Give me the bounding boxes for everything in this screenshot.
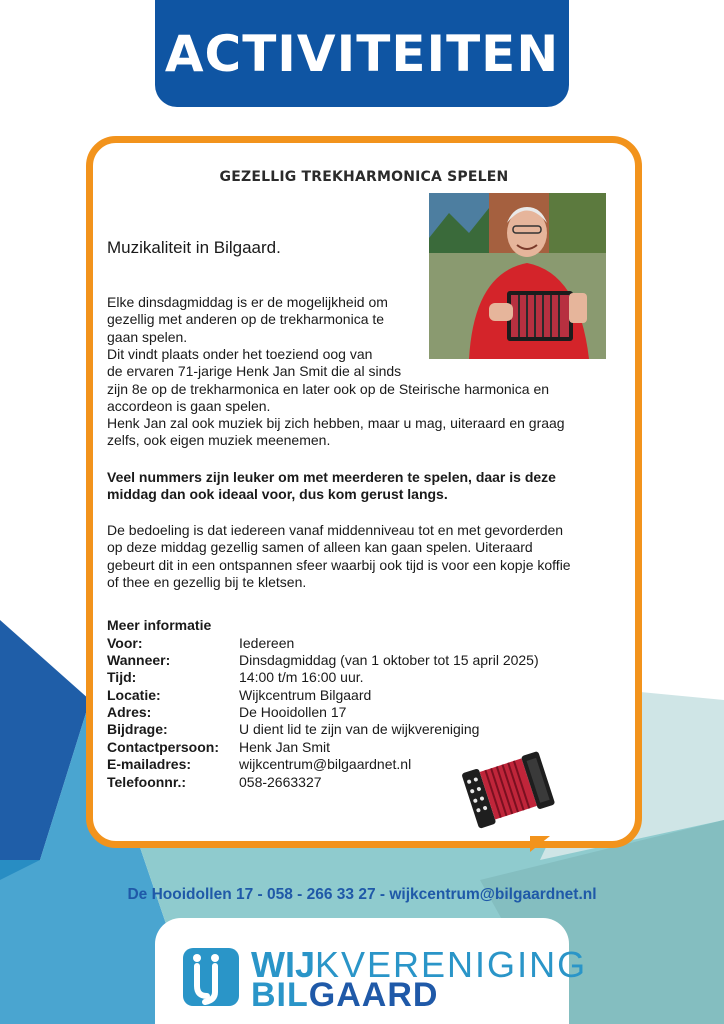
info-label: Wanneer: [107, 651, 171, 668]
info-label: Locatie: [107, 686, 161, 703]
info-row-wanneer [107, 652, 539, 669]
intro-line: gezellig met anderen op de trekharmonica te [107, 311, 385, 328]
logo-text-bil: BIL [251, 976, 309, 1014]
info-value: Iedereen [239, 634, 295, 651]
intro-line: Dit vindt plaats onder het toeziend oog van [107, 345, 373, 362]
info-label: Telefoonnr.: [107, 773, 187, 790]
info-label: Adres: [107, 704, 152, 721]
info-row-locatie [107, 687, 539, 704]
activity-heading: GEZELLIG TREKHARMONICA SPELEN [219, 169, 509, 185]
info-row-bijdrage [107, 721, 539, 738]
info-value: U dient lid te zijn van de wijkvereniging [239, 721, 480, 738]
info-label: Voor: [107, 634, 143, 651]
intro-paragraph-end: Henk Jan zal ook muziek bij zich hebben, maar u mag, uiteraard en graag zelfs, ook eigen muziek meenemen. [107, 415, 565, 449]
description-paragraph: De bedoeling is dat iedereen vanaf middenniveau tot en met gevorderden op deze middag gezellig samen of alleen kan gaan spelen. Uiteraard gebeurt dit in een ontspannen sfeer waarbij ook tijd is voor een kopje koffie of thee en gezellig bij te kletsen. [107, 522, 571, 590]
logo-text-line2 [251, 976, 438, 1015]
page-title: ACTIVITEITEN [164, 24, 560, 83]
intro-line: gaan spelen. [107, 328, 188, 345]
info-row-tijd [107, 669, 539, 686]
intro-paragraph-lines [107, 294, 429, 380]
info-value: Wijkcentrum Bilgaard [239, 686, 372, 703]
highlight-paragraph: Veel nummers zijn leuker om met meerderen te spelen, daar is deze middag dan ook ideaal voor, dus kom gerust langs. [107, 469, 556, 503]
activity-subtitle: Muzikaliteit in Bilgaard. [107, 238, 281, 257]
footer-contact-line: De Hooidollen 17 - 058 - 266 33 27 - wijkcentrum@bilgaardnet.nl [127, 886, 597, 903]
header-banner [155, 0, 569, 107]
info-row-voor [107, 635, 539, 652]
info-label: Contactpersoon: [107, 738, 219, 755]
photo-accordion-player [429, 193, 606, 359]
info-label: Tijd: [107, 669, 137, 686]
phone-value: 058-2663327 [239, 773, 322, 790]
intro-paragraph-continued: zijn 8e op de trekharmonica en later ook op de Steirische harmonica en accordeon is gaan spelen. [107, 380, 550, 414]
accordion-icon [458, 742, 558, 834]
logo-text-gaard: GAARD [308, 976, 439, 1014]
logo-panel [155, 918, 588, 1024]
intro-line: de ervaren 71-jarige Henk Jan Smit die al sinds [107, 363, 402, 380]
logo-text-vereniging: KVERENIGING [315, 944, 588, 985]
wijkvereniging-logo-icon [183, 948, 239, 1006]
info-row-adres [107, 704, 539, 721]
info-label: Bijdrage: [107, 721, 168, 738]
info-value: De Hooidollen 17 [239, 704, 347, 721]
info-value: 14:00 t/m 16:00 uur. [239, 669, 364, 686]
card-speech-tail [530, 836, 550, 852]
info-value: Dinsdagmiddag (van 1 oktober tot 15 april 2025) [239, 651, 539, 668]
info-label: E-mailadres: [107, 756, 192, 773]
activity-card [86, 136, 642, 848]
info-title: Meer informatie [107, 617, 212, 633]
accordion-player-photo [429, 193, 606, 359]
info-value: Henk Jan Smit [239, 738, 331, 755]
intro-line: Elke dinsdagmiddag is er de mogelijkheid om [107, 294, 388, 310]
email-value[interactable]: wijkcentrum@bilgaardnet.nl [239, 756, 412, 773]
logo-text-wij: WIJ [251, 944, 316, 985]
